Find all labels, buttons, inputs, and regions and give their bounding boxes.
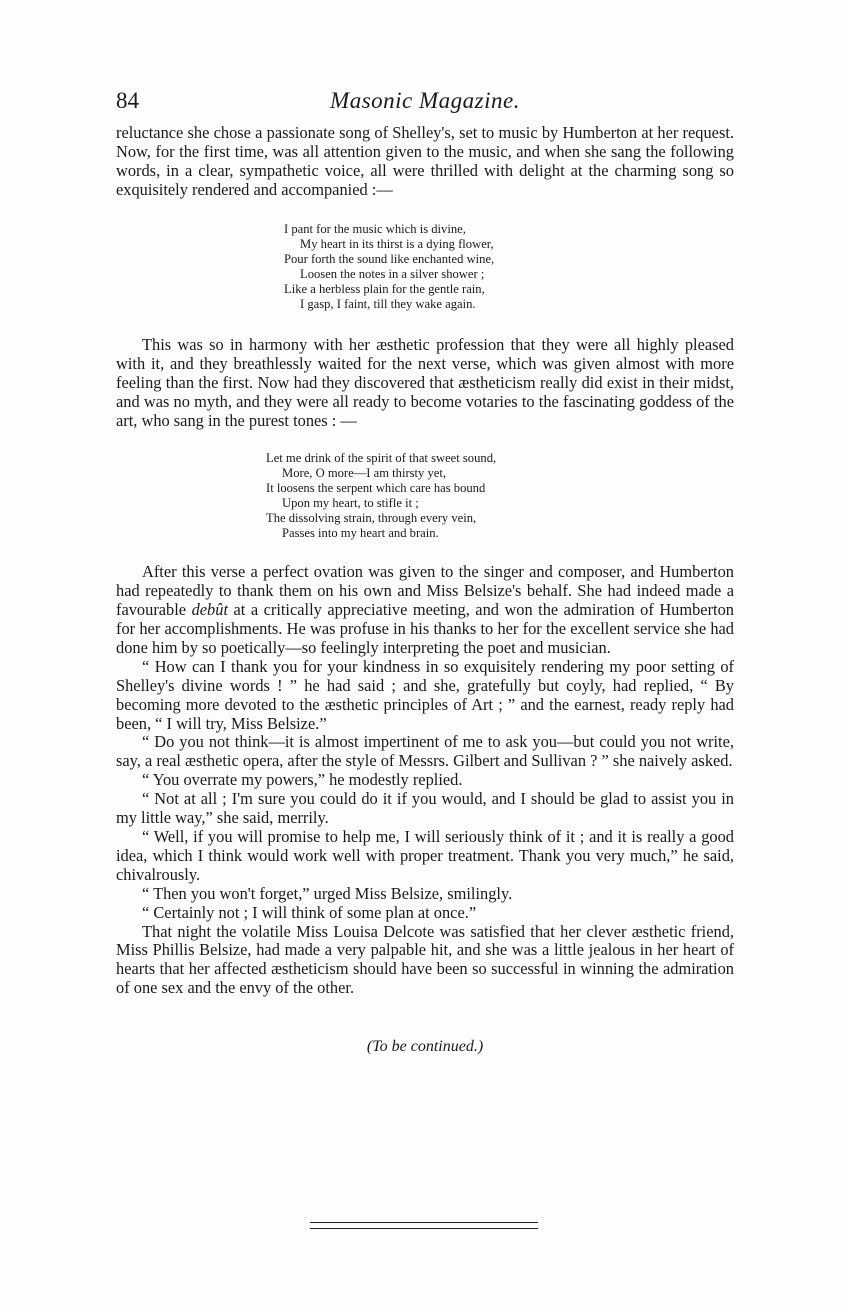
closing-rule-thin bbox=[310, 1228, 538, 1229]
verse-line: Loosen the notes in a silver shower ; bbox=[300, 266, 485, 281]
paragraph-1: reluctance she chose a passionate song of Shelley's, set to music by Humberton at her request. Now, for the first time, was all attention given to the music, and when she sang the following words, in a clear, sympathetic voice, all were thrilled with delight at the charming song so exquisitely rendered and accompanied :— bbox=[116, 123, 734, 199]
verse-line: I gasp, I faint, till they wake again. bbox=[300, 297, 476, 312]
verse-line: Like a herbless plain for the gentle rain, bbox=[284, 282, 485, 296]
page-number: 84 bbox=[116, 88, 139, 113]
verse-stanza-1 bbox=[284, 222, 734, 313]
verse-line: I pant for the music which is divine, bbox=[284, 221, 466, 236]
magazine-page bbox=[116, 88, 734, 1056]
verse-line: The dissolving strain, through every vein, bbox=[266, 511, 477, 526]
paragraph-3 bbox=[116, 563, 734, 658]
verse-line: Let me drink of the spirit of that sweet sound, bbox=[266, 450, 497, 465]
running-title: Masonic Magazine. bbox=[330, 88, 520, 113]
verse-line: It loosens the serpent which care has bound bbox=[266, 480, 486, 495]
closing-rule-thick bbox=[310, 1222, 538, 1223]
paragraph-3-text: After this verse a perfect ovation was given to the singer and composer, and Humberton had repeatedly to thank them on his own and Miss Belsize's behalf. She had indeed made a favourable bbox=[116, 562, 734, 620]
paragraph-2: This was so in harmony with her æsthetic profession that they were all highly pleased with it, and they breathlessly waited for the next verse, which was given almost with more feeling than the first. Now had they discovered that æstheticism really did exist in their midst, and was no myth, and they were all ready to become votaries to the fascinating goddess of the art, who sang in the purest tones : — bbox=[116, 335, 734, 430]
paragraph-11: That night the volatile Miss Louisa Delcote was satisfied that her clever æsthetic friend, Miss Phillis Belsize, had made a very palpable hit, and she was a little jealous in her heart of hearts that her affected æstheticism should have been so successful in winning the admiration of one sex and the envy of the other. bbox=[116, 921, 734, 998]
paragraph-6: “ You overrate my powers,” he modestly replied. bbox=[142, 770, 463, 790]
paragraph-3-text-cont: at a critically appreciative meeting, and won the admiration of Humberton for her accomplishments. He was profuse in his thanks to her for the excellent service she had done him by so poetically—so feelingly interpreting the poet and musician. bbox=[116, 600, 734, 657]
paragraph-4: “ How can I thank you for your kindness in so exquisitely rendering my poor setting of Shelley's divine words ! ” he had said ; and she, gratefully but coyly, had replied, “ By becoming more devoted to the æsthetic principles of Art ; ” and the earnest, ready reply had been, “ I will try, Miss Belsize.” bbox=[116, 656, 734, 733]
paragraph-8: “ Well, if you will promise to help me, I will seriously think of it ; and it is really a good idea, which I think would work well with proper treatment. Thank you very much,” he said, chivalrously. bbox=[116, 826, 734, 884]
verse-stanza-2 bbox=[266, 451, 734, 542]
debut-italic: debût bbox=[191, 600, 228, 620]
paragraph-5: “ Do you not think—it is almost impertinent of me to ask you—but could you not write, say, a real æsthetic opera, after the style of Messrs. Gilbert and Sullivan ? ” she naively asked. bbox=[116, 732, 734, 771]
to-be-continued: (To be continued.) bbox=[366, 1038, 484, 1056]
paragraph-9: “ Then you won't forget,” urged Miss Belsize, smilingly. bbox=[142, 883, 513, 903]
verse-line: More, O more—I am thirsty yet, bbox=[282, 465, 447, 480]
paragraph-10: “ Certainly not ; I will think of some plan at once.” bbox=[142, 902, 477, 922]
verse-line: Passes into my heart and brain. bbox=[282, 526, 439, 541]
page-header bbox=[116, 88, 734, 124]
verse-line: Upon my heart, to stifle it ; bbox=[282, 496, 419, 510]
verse-line: Pour forth the sound like enchanted wine, bbox=[284, 251, 495, 266]
verse-line: My heart in its thirst is a dying flower, bbox=[300, 236, 494, 251]
paragraph-7: “ Not at all ; I'm sure you could do it if you would, and I should be glad to assist you in my little way,” she said, merrily. bbox=[116, 789, 734, 828]
